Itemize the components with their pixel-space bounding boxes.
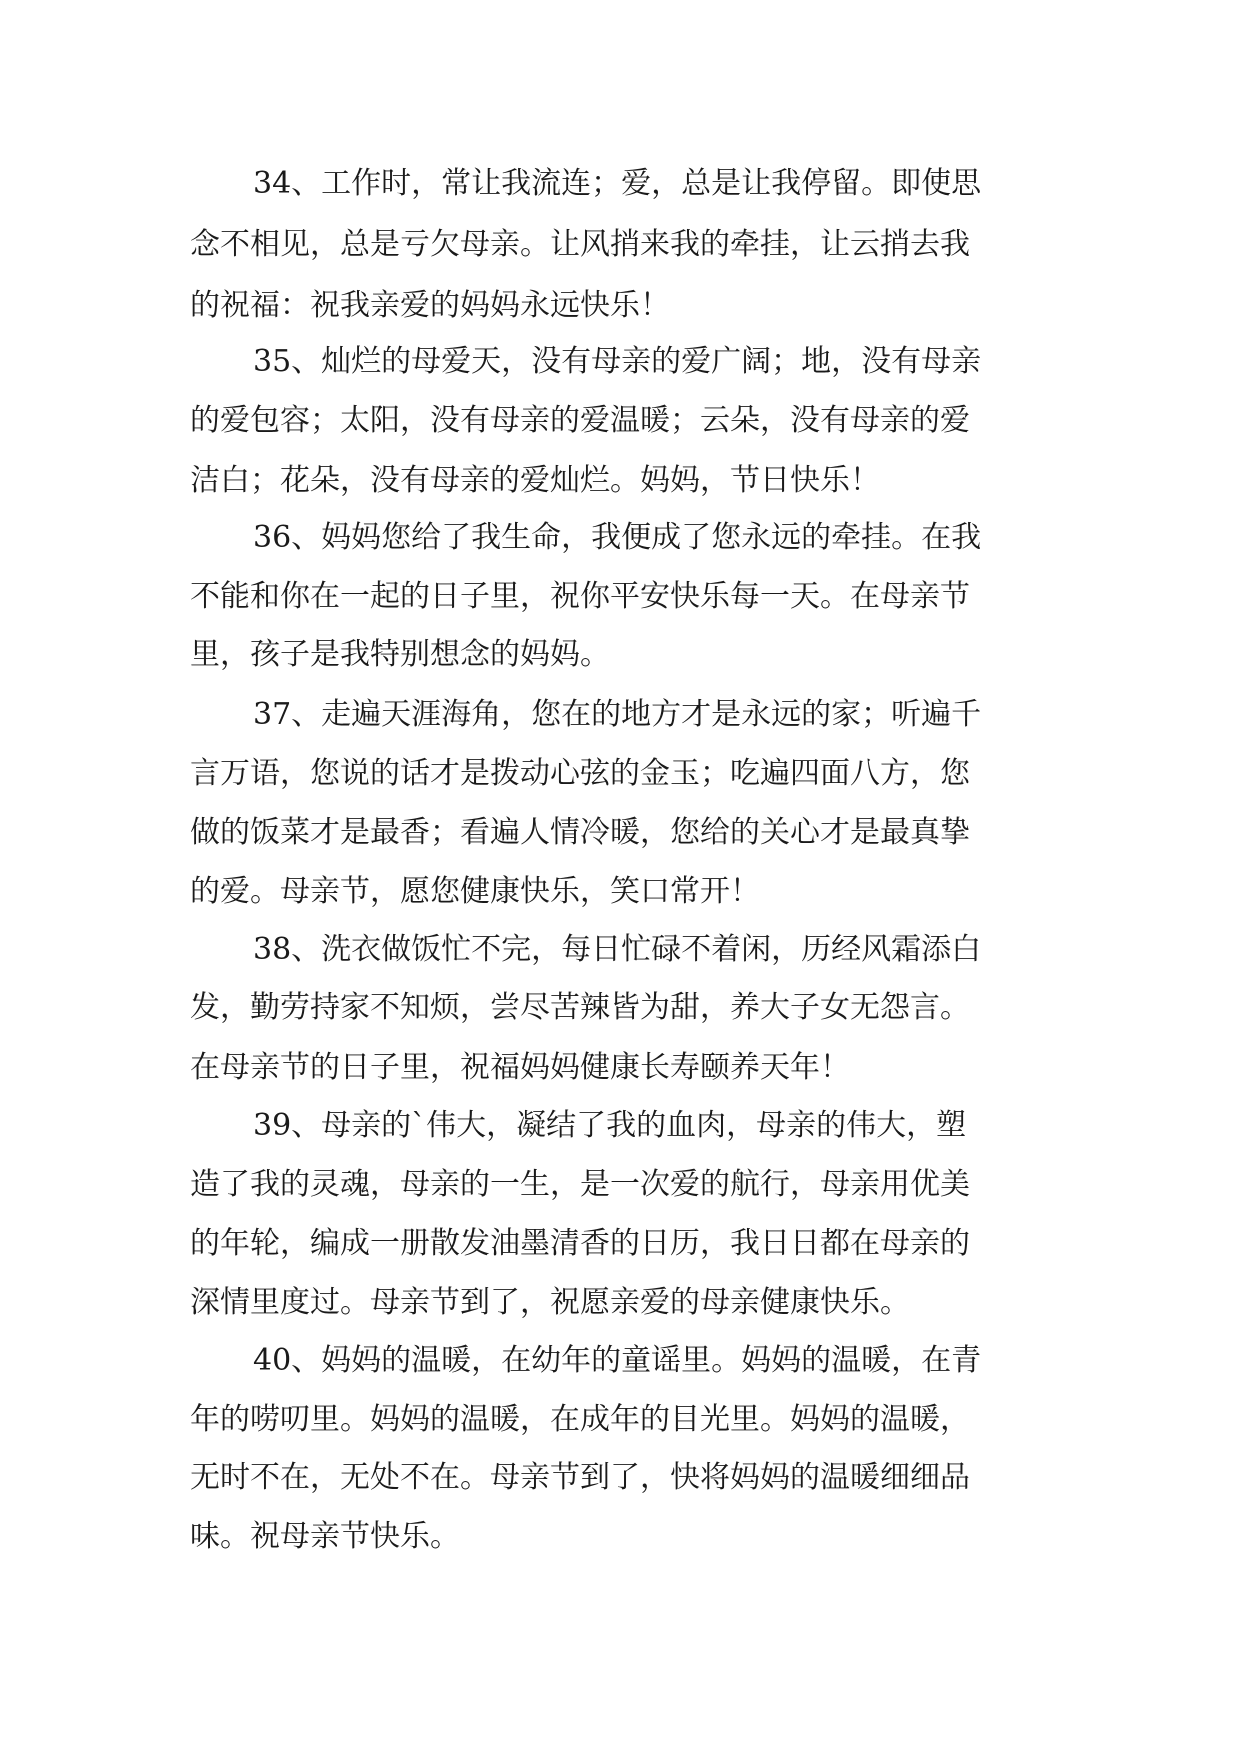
paragraph-line: 发，勤劳持家不知烦，尝尽苦辣皆为甜，养大子女无怨言。 — [190, 990, 970, 1025]
paragraph-line: 的祝福：祝我亲爱的妈妈永远快乐！ — [190, 288, 670, 323]
paragraph-line: 念不相见，总是亏欠母亲。让风捎来我的牵挂，让云捎去我 — [190, 227, 970, 262]
paragraph-line: 在母亲节的日子里，祝福妈妈健康长寿颐养天年！ — [190, 1050, 850, 1085]
paragraph-line: 无时不在，无处不在。母亲节到了，快将妈妈的温暖细细品 — [190, 1460, 970, 1495]
paragraph-line: 味。祝母亲节快乐。 — [190, 1519, 460, 1554]
paragraph-line: 做的饭菜才是最香；看遍人情冷暖，您给的关心才是最真挚 — [190, 815, 970, 850]
paragraph-line: 36、妈妈您给了我生命，我便成了您永远的牵挂。在我 — [253, 520, 982, 555]
paragraph-line: 言万语，您说的话才是拨动心弦的金玉；吃遍四面八方，您 — [190, 756, 970, 791]
paragraph-line: 的爱包容；太阳，没有母亲的爱温暖；云朵，没有母亲的爱 — [190, 403, 970, 438]
paragraph-line: 深情里度过。母亲节到了，祝愿亲爱的母亲健康快乐。 — [190, 1285, 910, 1320]
paragraph-line: 洁白；花朵，没有母亲的爱灿烂。妈妈，节日快乐！ — [190, 463, 880, 498]
paragraph-line: 38、洗衣做饭忙不完，每日忙碌不着闲，历经风霜添白 — [253, 932, 982, 967]
paragraph-line: 40、妈妈的温暖，在幼年的童谣里。妈妈的温暖，在青 — [253, 1343, 982, 1378]
paragraph-line: 里，孩子是我特别想念的妈妈。 — [190, 637, 610, 672]
paragraph-line: 35、灿烂的母爱天，没有母亲的爱广阔；地，没有母亲 — [253, 344, 982, 379]
paragraph-line: 年的唠叨里。妈妈的温暖，在成年的目光里。妈妈的温暖， — [190, 1402, 970, 1437]
paragraph-line: 39、母亲的`伟大，凝结了我的血肉，母亲的伟大，塑 — [253, 1108, 967, 1143]
paragraph-line: 的年轮，编成一册散发油墨清香的日历，我日日都在母亲的 — [190, 1226, 970, 1261]
paragraph-line: 34、工作时，常让我流连；爱，总是让我停留。即使思 — [253, 166, 982, 201]
paragraph-line: 的爱。母亲节，愿您健康快乐，笑口常开！ — [190, 874, 760, 909]
paragraph-line: 不能和你在一起的日子里，祝你平安快乐每一天。在母亲节 — [190, 579, 970, 614]
paragraph-line: 37、走遍天涯海角，您在的地方才是永远的家；听遍千 — [253, 697, 982, 732]
paragraph-line: 造了我的灵魂，母亲的一生，是一次爱的航行，母亲用优美 — [190, 1167, 970, 1202]
